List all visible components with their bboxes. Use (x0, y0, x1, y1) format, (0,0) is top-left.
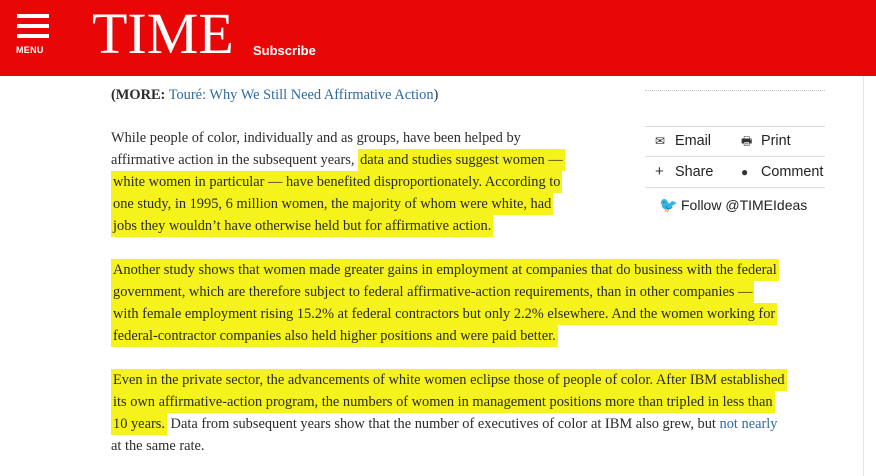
print-button[interactable] (741, 130, 791, 152)
related-article-link[interactable]: Touré: Why We Still Need Affirmative Action (168, 87, 434, 103)
column-border (863, 76, 864, 476)
paragraph-2-line (111, 261, 779, 279)
menu-button[interactable] (14, 12, 56, 60)
follow-handle: @TIMEIdeas (725, 197, 808, 213)
hamburger-icon-bar (17, 24, 49, 28)
paragraph-3-line (111, 371, 787, 389)
paragraph-2-line (111, 283, 754, 301)
text-span: affirmative action in the subsequent years, (111, 152, 359, 168)
envelope-icon: ✉ (655, 134, 666, 148)
highlighted-text: with female employment rising 15.2% at federal contractors but only 2.2% elsewhere. And the women working for (113, 306, 776, 322)
highlighted-text: jobs they wouldn’t have otherwise held but for affirmative action. (113, 218, 492, 234)
follow-twitter-link[interactable] (659, 196, 807, 214)
email-button[interactable] (655, 130, 711, 152)
hamburger-icon-bar (17, 34, 49, 38)
paragraph-1-line (111, 195, 553, 213)
more-suffix: ) (433, 87, 439, 103)
highlighted-text: federal-contractor companies also held higher positions and were paid better. (113, 328, 556, 344)
menu-label: MENU (16, 45, 44, 55)
paragraph-1-line (111, 151, 565, 169)
highlighted-text: its own affirmative-action program, the numbers of women in management positions more than tripled in less than (113, 394, 773, 410)
subscribe-link[interactable]: Subscribe (253, 43, 316, 58)
paragraph-1-line (111, 217, 493, 235)
share-button[interactable] (655, 161, 713, 183)
share-label: Share (675, 164, 714, 180)
divider (645, 156, 825, 157)
highlighted-text: Even in the private sector, the advancements of white women eclipse those of people of color. After IBM established (113, 372, 785, 388)
paragraph-2-line (111, 305, 777, 323)
time-logo[interactable]: TIME (92, 1, 234, 66)
paragraph-1-line (111, 129, 521, 147)
twitter-bird-icon: 🐦 (659, 197, 678, 214)
paragraph-1-line (111, 173, 562, 191)
plus-icon: + (655, 163, 664, 180)
site-header (0, 0, 876, 76)
highlighted-text: one study, in 1995, 6 million women, the majority of whom were white, had (113, 196, 552, 212)
highlighted-text: white women in particular — have benefited disproportionately. According to (113, 174, 561, 190)
share-panel (645, 76, 825, 236)
highlighted-text: 10 years. (113, 416, 165, 432)
speech-bubble-icon: ● (741, 165, 749, 179)
comment-button[interactable] (741, 161, 823, 183)
paragraph-2-line (111, 327, 558, 345)
comment-label: Comment (761, 164, 824, 180)
not-nearly-link[interactable]: not nearly (719, 416, 778, 432)
follow-prefix: Follow (681, 197, 726, 213)
text-span: Data from subsequent years show that the number of executives of color at IBM also grew, but (166, 416, 720, 432)
hamburger-icon-bar (17, 14, 49, 18)
paragraph-3-line (111, 415, 777, 433)
email-label: Email (675, 133, 711, 149)
text-span: While people of color, individually and as groups, have been helped by (111, 130, 521, 146)
highlighted-text: Another study shows that women made greater gains in employment at companies that do business with the federal (113, 262, 777, 278)
paragraph-3-line (111, 393, 775, 411)
printer-icon: 🖶 (741, 134, 753, 148)
text-span: at the same rate. (111, 438, 205, 454)
highlighted-text: government, which are therefore subject to federal affirmative-action requirements, than in other companies — (113, 284, 753, 300)
print-label: Print (761, 133, 791, 149)
divider (645, 126, 825, 127)
more-related-line (111, 86, 438, 104)
paragraph-3-line (111, 437, 205, 455)
divider (645, 90, 825, 91)
highlighted-text: data and studies suggest women — (360, 152, 563, 168)
more-prefix: (MORE: (111, 87, 166, 103)
divider (645, 187, 825, 188)
